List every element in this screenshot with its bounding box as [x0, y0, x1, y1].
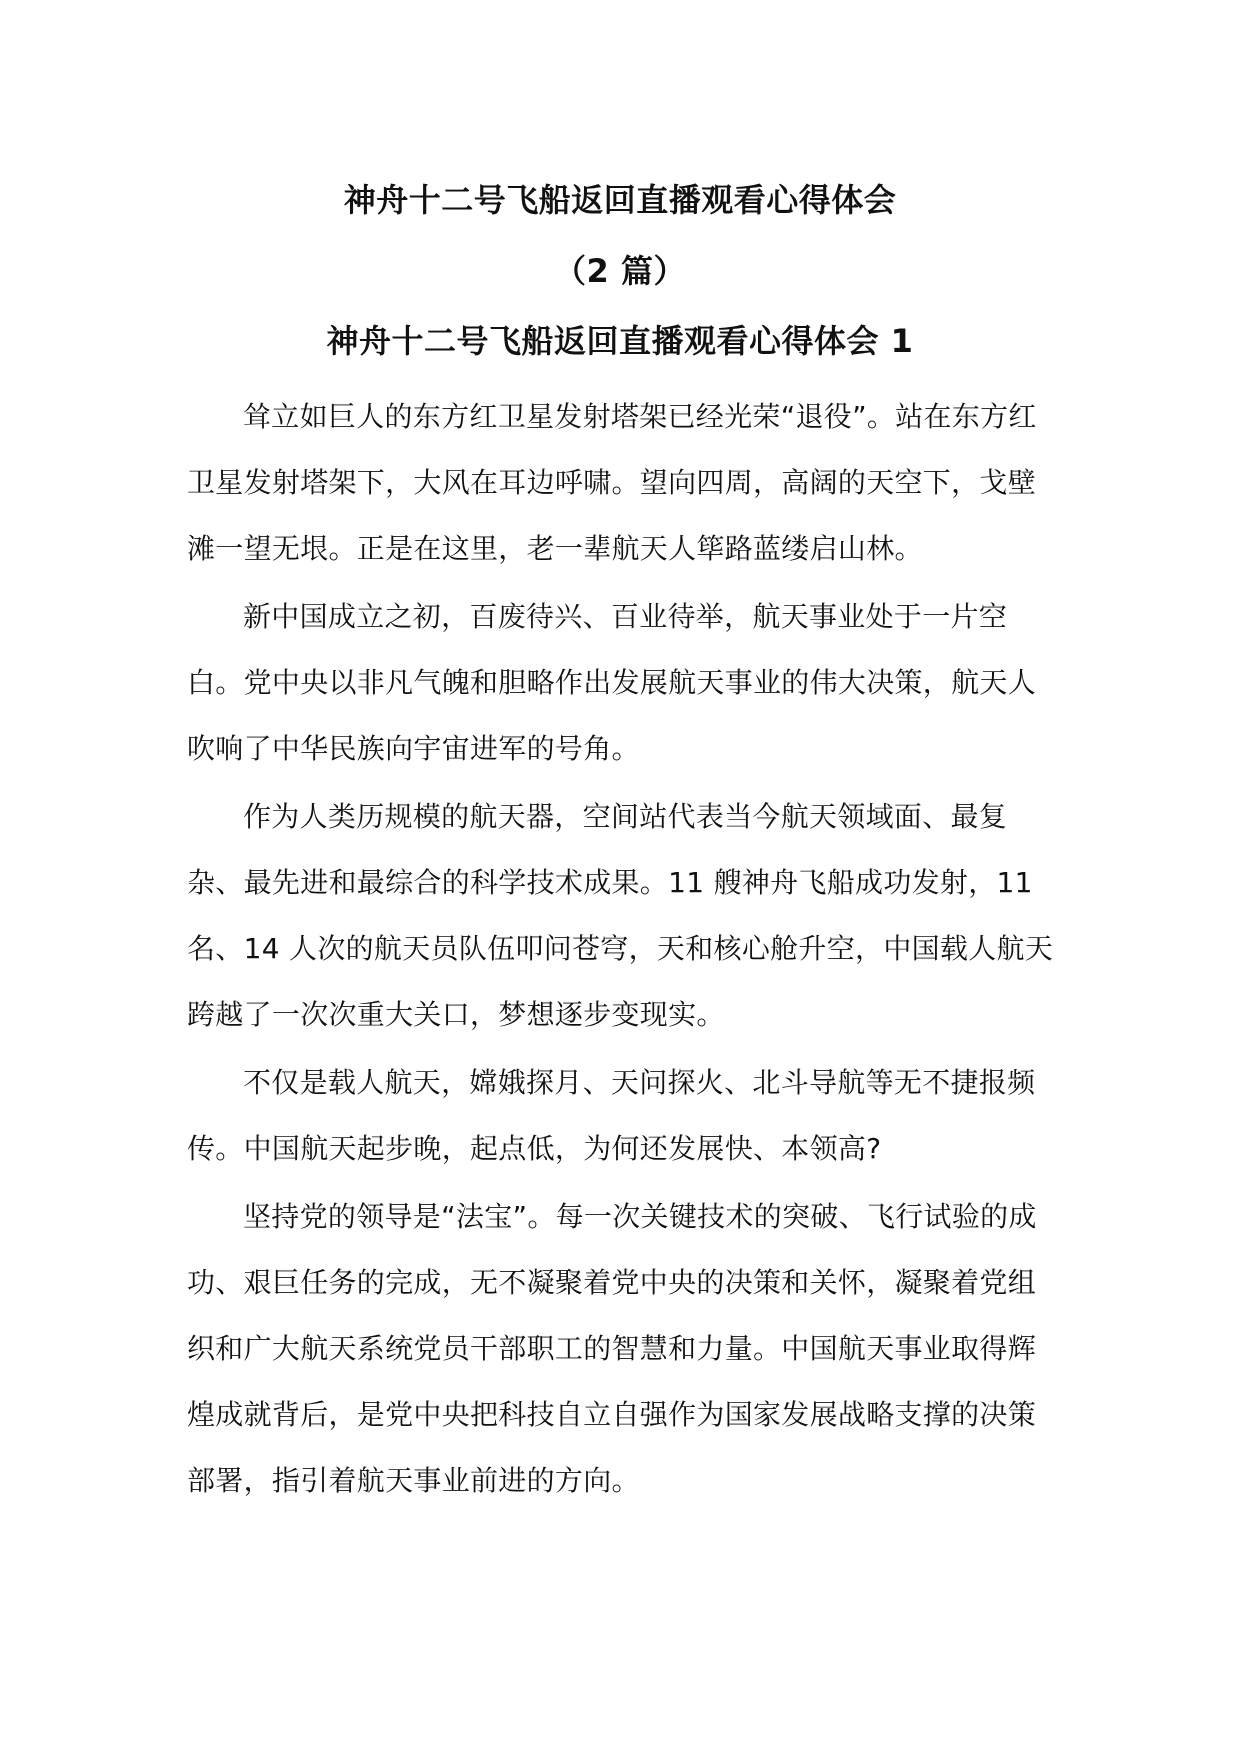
paragraph: 坚持党的领导是“法宝”。每一次关键技术的突破、飞行试验的成功、艰巨任务的完成，无不凝聚着党中央的决策和关怀，凝聚着党组织和广大航天系统党员干部职工的智慧和力量。中国航天事业取得辉煌成就背后，是党中央把科技自立自强作为国家发展战略支撑的决策部署，指引着航天事业前进的方向。 — [187, 1200, 1037, 1497]
paragraph: 新中国成立之初，百废待兴、百业待举，航天事业处于一片空白。党中央以非凡气魄和胆略作出发展航天事业的伟大决策，航天人吹响了中华民族向宇宙进军的号角。 — [187, 600, 1037, 765]
section-title: 神舟十二号飞船返回直播观看心得体会 1 — [326, 322, 914, 360]
document-title: 神舟十二号飞船返回直播观看心得体会 — [343, 181, 897, 219]
document-body — [187, 384, 1057, 1514]
document-count: （2 篇） — [554, 252, 686, 290]
paragraph: 作为人类历规模的航天器，空间站代表当今航天领域面、最复杂、最先进和最综合的科学技术成果。11 艘神舟飞船成功发射，11 名、14 人次的航天员队伍叩问苍穹，天和核心舱升空，中国载人航天跨越了一次次重大关口，梦想逐步变现实。 — [187, 800, 1054, 1031]
paragraph: 不仅是载人航天，嫦娥探月、天问探火、北斗导航等无不捷报频传。中国航天起步晚，起点低，为何还发展快、本领高? — [187, 1066, 1036, 1165]
paragraph: 耸立如巨人的东方红卫星发射塔架已经光荣“退役”。站在东方红卫星发射塔架下，大风在耳边呼啸。望向四周，高阔的天空下，戈壁滩一望无垠。正是在这里，老一辈航天人筚路蓝缕启山林。 — [187, 400, 1037, 565]
